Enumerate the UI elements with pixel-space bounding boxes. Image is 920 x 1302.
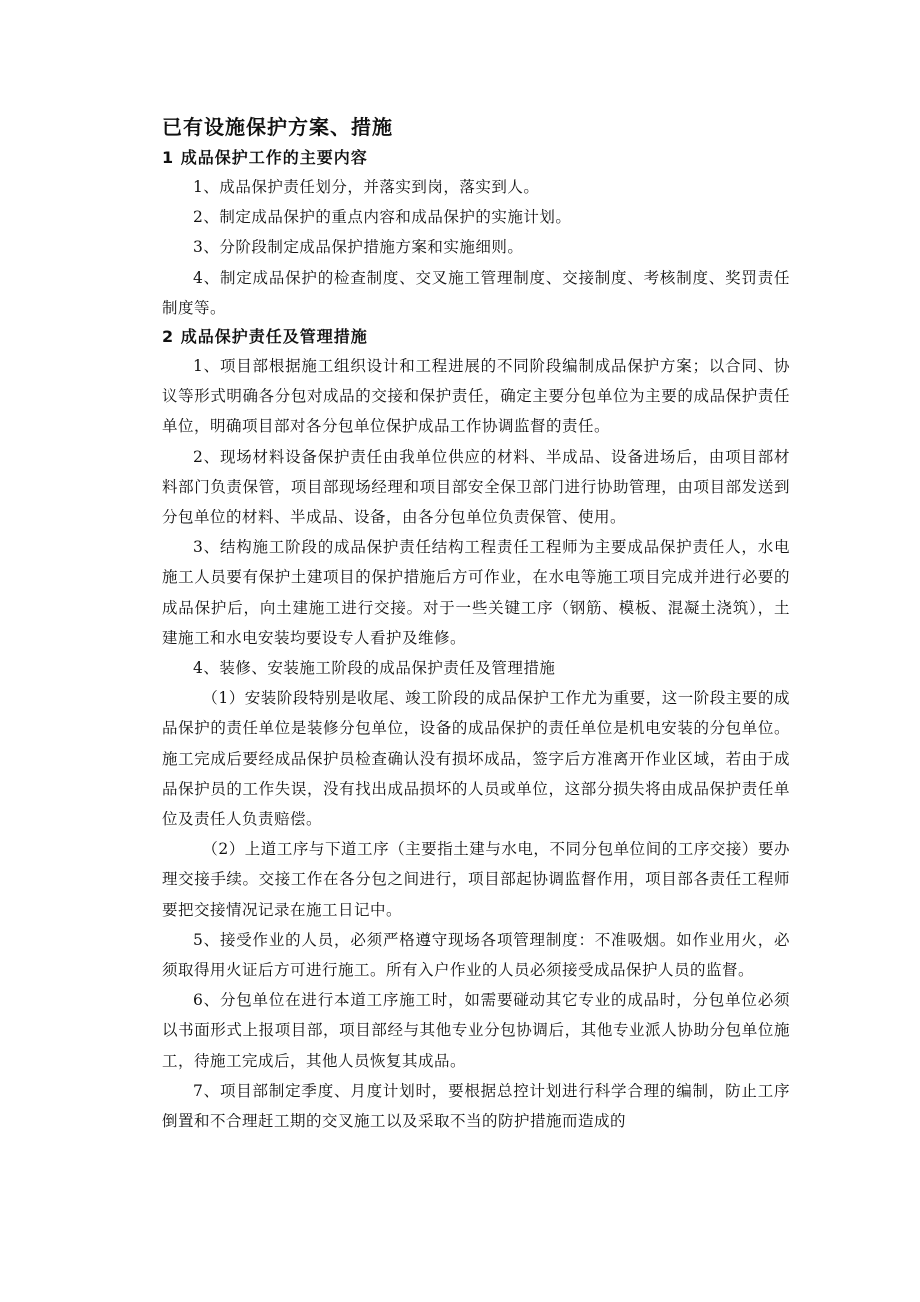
section-heading-1: 1 成品保护工作的主要内容 [162, 148, 368, 167]
paragraph: 1、成品保护责任划分，并落实到岗，落实到人。 [193, 178, 540, 196]
paragraph: 4、装修、安装施工阶段的成品保护责任及管理措施 [193, 659, 556, 678]
paragraph: 1、项目部根据施工组织设计和工程进展的不同阶段编制成品保护方案；以合同、协议等形式明确各分包对成品的交接和保护责任，确定主要分包单位为主要的成品保护责任单位，明确项目部对各分包单位保护成品工作协调监督的责任。 [162, 357, 790, 436]
paragraph: 5、接受作业的人员，必须严格遵守现场各项管理制度：不准吸烟。如作业用火，必须取得用火证后方可进行施工。所有入户作业的人员必须接受成品保护人员的监督。 [162, 930, 790, 980]
paragraph: 4、制定成品保护的检查制度、交叉施工管理制度、交接制度、考核制度、奖罚责任制度等。 [162, 268, 790, 317]
paragraph: 2、现场材料设备保护责任由我单位供应的材料、半成品、设备进场后，由项目部材料部门负责保管，项目部现场经理和项目部安全保卫部门进行协助管理，由项目部发送到分包单位的材料、半成品、设备，由各分包单位负责保管、使用。 [162, 447, 790, 527]
document-title: 已有设施保护方案、措施 [162, 115, 393, 139]
paragraph: 3、分阶段制定成品保护措施方案和实施细则。 [193, 238, 524, 257]
paragraph: （1）安装阶段特别是收尾、竣工阶段的成品保护工作尤为重要，这一阶段主要的成品保护的责任单位是装修分包单位，设备的成品保护的责任单位是机电安装的分包单位。施工完成后要经成品保护员检查确认没有损坏成品，签字后方准离开作业区域，若由于成品保护员的工作失误，没有找出成品损坏的人员或单位，这部分损失将由成品保护责任单位及责任人负责赔偿。 [162, 689, 790, 829]
paragraph: 6、分包单位在进行本道工序施工时，如需要碰动其它专业的成品时，分包单位必须以书面形式上报项目部，项目部经与其他专业分包协调后，其他专业派人协助分包单位施工，待施工完成后，其他人员恢复其成品。 [162, 991, 790, 1070]
paragraph: 3、结构施工阶段的成品保护责任结构工程责任工程师为主要成品保护责任人，水电施工人员要有保护土建项目的保护措施后方可作业，在水电等施工项目完成并进行必要的成品保护后，向土建施工进行交接。对于一些关键工序（钢筋、模板、混凝土浇筑），土建施工和水电安装均要设专人看护及维修。 [162, 538, 790, 647]
section-heading-2: 2 成品保护责任及管理措施 [162, 327, 368, 347]
section-1-body [162, 172, 790, 323]
paragraph: 2、制定成品保护的重点内容和成品保护的实施计划。 [193, 208, 572, 227]
section-2-body [162, 351, 790, 1136]
paragraph: 7、项目部制定季度、月度计划时，要根据总控计划进行科学合理的编制，防止工序倒置和不合理赶工期的交叉施工以及采取不当的防护措施而造成的 [162, 1081, 790, 1131]
paragraph: （2）上道工序与下道工序（主要指土建与水电，不同分包单位间的工序交接）要办理交接手续。交接工作在各分包之间进行，项目部起协调监督作用，项目部各责任工程师要把交接情况记录在施工日记中。 [162, 840, 790, 919]
